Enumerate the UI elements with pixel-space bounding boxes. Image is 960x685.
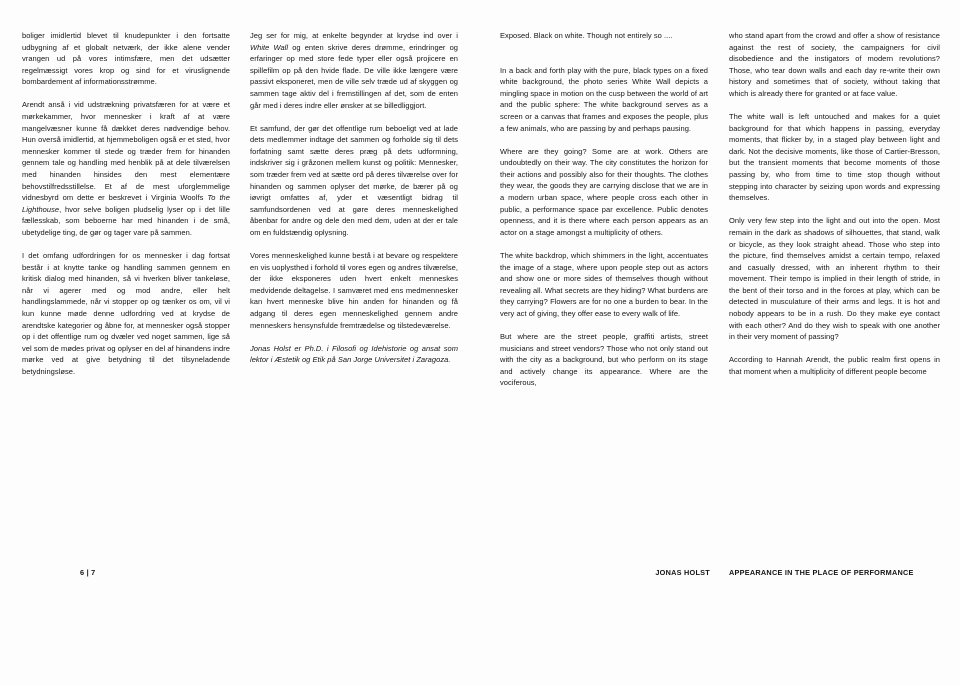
italic-text-run: Jonas Holst er Ph.D. i Filosofi og Idehistorie og ansat som lektor i Æstetik og Etik på San Jorge Universitet i Zaragoza. [250, 343, 458, 365]
page-number-folio: 6 | 7 [80, 568, 96, 577]
text-run: , hvor selve boligen pludselig lyser op i det lille fællesskab, som beboerne har med hinanden i de små, ubetydelige ting, de gør og tager vare på sammen. [22, 204, 230, 237]
text-run: The white wall is left untouched and makes for a quiet background for that which happens in passing, everyday moments, that flicker by, in a staged play between light and dark. Not the decisive moments, like those of Cartier-Bresson, but the transient moments that become moments of those passing by, who from time to time stop though without stepping into character by seizing upon words and expressing themselves. [729, 112, 940, 203]
paragraph [250, 123, 458, 239]
text-run: The white backdrop, which shimmers in the light, accentuates the image of a stage, where upon people step out as actors and show one or more sides of themselves though without revealing all. What secrets are they hiding? What burdens are they carrying? Flowers are for no one a burden to bear. In the very act of giving, they offer ease to every walk of life. [500, 250, 708, 318]
paragraph [250, 250, 458, 331]
footer-author-name: JONAS HOLST [655, 568, 710, 577]
text-run: In a back and forth play with the pure, black types on a fixed white background, the photo series White Wall depicts a mingling space in motion on the cusp between the world of art and the public sphere: The white background serves as a screen or a canvas that frames and exposes the people, plus a few animals, who are passing by and perhaps pausing. [500, 65, 708, 133]
paragraph [729, 111, 940, 204]
text-run: og enten skrive deres drømme, erindringer og erfaringer op med store fede typer eller også projicere en spillefilm op på den hvide flade. De ville ikke længere være passivt eksponeret, men de ville selv træde ud af skyggen og sammen tage aktiv del i fremstillingen af det, som de enten går med i deres indre eller ønsker at se billedliggjort. [250, 42, 458, 110]
text-column-english-right [729, 30, 940, 378]
text-run: Exposed. Black on white. Though not entirely so .... [500, 31, 673, 40]
text-run: But where are the street people, graffiti artists, street musicians and street vendors? Those who not only stand out with the city as a background, but who perform on its stage and actively change its appearance. Where are the vociferous, [500, 331, 708, 388]
text-column-danish-left [22, 30, 230, 378]
text-run: who stand apart from the crowd and offer a show of resistance against the rest of society, the campaigners for civil disobedience and the instigators of modern revolutions? Those, who tear down walls and each day re-write their own history and sometimes that of society, without taking that which is already there for granted or at face value. [729, 31, 940, 98]
text-column-danish-right [250, 30, 458, 366]
paragraph [729, 215, 940, 343]
paragraph [500, 65, 708, 135]
text-run: Where are they going? Some are at work. Others are undoubtedly on their way. The city constitutes the horizon for their actions and possibly also for their thoughts. The clothes they wear, the goods they are carrying disclose that we are in a modern urban space, where people cross each other in public, a performance space par excellence. Public denotes openness, and it is there where each person appears as an actor on a stage amongst a multiplicity of others. [500, 146, 708, 237]
paragraph [729, 354, 940, 377]
paragraph [500, 146, 708, 239]
text-run: I det omfang udfordringen for os mennesker i dag fortsat består i at knytte tanke og handling sammen gennem en kritisk dialog med hinanden, så vi hverken bliver tankeløse, når vi agerer med og mod andre, eller helt handlingslammede, når vi stopper op og tænker os om, vil vi kun kunne møde denne udfordring ved at krydse de arendtske kategorier og åbne for, at mennesker også stopper op i det offentlige rum og dvæler ved noget sammen, lige så vel som de mødes privat og oplyser en del af hinandens indre mørke ved at give betydning til det tilsyneladende betydningsløse. [22, 251, 230, 377]
text-run: boliger imidlertid blevet til knudepunkter i den fortsatte udbygning af et globalt netværk, der ikke alene vender vrangen ud på vores intimsfære, men det udsætter regelmæssigt vores krop og sind for et viruslignende bombardement af informationsstrømme. [22, 31, 230, 87]
paragraph [500, 331, 708, 389]
paragraph [729, 30, 940, 100]
paragraph [250, 343, 458, 366]
text-run: Arendt anså i vid udstrækning privatsfæren for at være et mørkekammer, hvor mennesker i kraft af at være mangelvæsner kunne få dækket deres nødvendige behov. Hun overså imidlertid, at hjemmeboligen også er et sted, hvor mennesker kommer til stede og træder frem for hinanden gennem tale og handling med henblik på at dele tilværelsen med hinanden hinsides den mest elementære behovstilfredsstillelse. Et af de mest uforglemmelige vidnesbyrd om dette er beskrevet i Virginia Woolfs [22, 100, 230, 203]
text-run: Jeg ser for mig, at enkelte begynder at krydse ind over i [250, 31, 458, 40]
paragraph [500, 30, 708, 42]
text-run: Vores menneskelighed kunne bestå i at bevare og respektere en vis uoplysthed i forhold til vores egen og andres tilværelse, der ikke eksponeres uden hvert enkelt menneskes medvidende deltagelse. I samværet med ens medmennesker kan hvert menneske blive hin anden for hinanden og få adgang til deres egen menneskelighed gennem andre menneskers hensynsfulde fremtrædelse og tilstedeværelse. [250, 251, 458, 330]
paragraph [22, 250, 230, 378]
text-run: Only very few step into the light and out into the open. Most remain in the dark as shadows of silhouettes, that stand, walk or bicycle, as they look straight ahead. Those who step into the picture, find themselves amidst a certain tempo, relaxed and casually dressed, with an inherent rhythm to their movement. Their tempo is implied in their length of stride, in the bent of their torso and in the forces at play, which can be detected in musculature of their arms and legs. It is hot and nobody appears to be in a rush. Do they make eye contact with each other? And do they wish to speak with one another in their very moment of passing? [729, 216, 940, 342]
paragraph [22, 30, 230, 88]
text-column-english-left [500, 30, 708, 389]
paragraph [22, 99, 230, 238]
paragraph [500, 250, 708, 320]
footer-article-title: APPEARANCE IN THE PLACE OF PERFORMANCE [729, 568, 914, 577]
italic-text-run: White Wall [250, 42, 289, 52]
italic-text-run: To the Lighthouse [22, 193, 230, 214]
text-run: Et samfund, der gør det offentlige rum beboeligt ved at lade dets medlemmer indtage det sammen og forholde sig til dets forfatning samt sætte deres præg på dets udformning, indskriver sig i gråzonen mellem kunst og politik: Mennesker, som træder frem ved at sætte ord på deres tilværelse over for hinanden og sammen oplyser det mørke, de bærer på og iøvrigt omfattes af, yder et væsentligt bidrag til samfundsordenen ved at gøre deres menneskelighed åbenbar for andre og dele den med dem, uden at der er tale om en fuldstændig oplysning. [250, 123, 458, 237]
text-run: According to Hannah Arendt, the public realm first opens in that moment when a multiplicity of different people become [729, 355, 940, 376]
paragraph [250, 30, 458, 111]
